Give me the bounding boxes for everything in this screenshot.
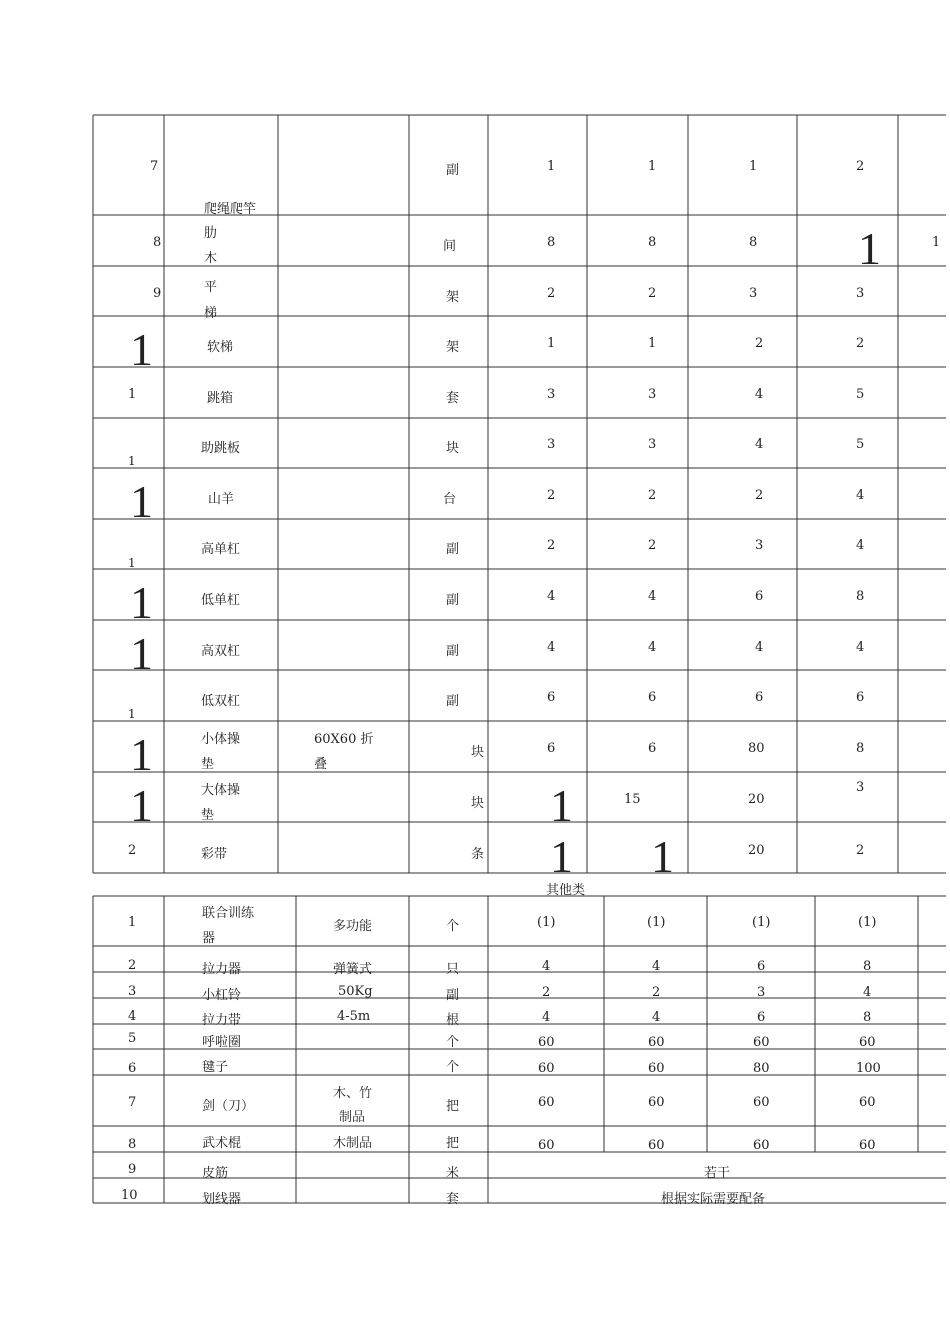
row-number: 8 (153, 235, 162, 250)
unit: 块 (471, 745, 485, 760)
unit: 副 (446, 644, 460, 659)
spec: 木制品 (333, 1136, 373, 1151)
item-name-line2: 木 (204, 251, 218, 266)
quantity-1: 4 (542, 1010, 551, 1025)
quantity-4: 60 (859, 1138, 876, 1153)
row-number: 2 (128, 958, 137, 973)
quantity-2: 60 (648, 1138, 665, 1153)
spec: 多功能 (333, 919, 373, 934)
quantity-4: 3 (856, 780, 865, 795)
quantity-1: 1 (550, 831, 573, 882)
item-name: 毽子 (202, 1060, 229, 1075)
quantity-3: (1) (752, 915, 771, 930)
quantity-3: 4 (755, 387, 764, 402)
quantity-4: 8 (863, 1010, 872, 1025)
quantity-2: 6 (648, 741, 657, 756)
quantity-3: 60 (753, 1035, 770, 1050)
quantity-4: (1) (858, 915, 877, 930)
row-number: 4 (128, 1009, 137, 1024)
quantity-1: 3 (547, 387, 556, 402)
quantity-3: 20 (748, 843, 765, 858)
unit: 块 (471, 796, 485, 811)
merged-quantity: 根据实际需要配备 (661, 1192, 766, 1207)
quantity-4: 6 (856, 690, 865, 705)
row-number: 1 (128, 556, 136, 570)
row-number: 1 (130, 628, 153, 679)
quantity-4: 100 (856, 1061, 881, 1076)
quantity-3: 80 (748, 741, 765, 756)
quantity-3: 6 (757, 1010, 766, 1025)
quantity-4: 3 (856, 286, 865, 301)
row-number: 1 (128, 454, 136, 468)
quantity-3: 1 (749, 159, 758, 174)
row-number: 8 (128, 1137, 137, 1152)
row-number: 1 (128, 387, 137, 402)
item-name-line1: 肋 (204, 226, 218, 241)
unit: 间 (443, 239, 457, 254)
item-name: 高单杠 (201, 542, 241, 557)
unit: 副 (446, 694, 460, 709)
quantity-1: 1 (550, 780, 573, 831)
row-number: 9 (128, 1162, 137, 1177)
spec-line1: 木、竹 (333, 1086, 373, 1101)
quantity-2: 60 (648, 1061, 665, 1076)
unit: 米 (446, 1166, 460, 1181)
spec-line2: 叠 (314, 757, 328, 772)
item-name: 剑（刀） (202, 1099, 255, 1114)
unit: 台 (443, 492, 457, 507)
quantity-3: 6 (757, 959, 766, 974)
quantity-1: 4 (547, 640, 556, 655)
quantity-2: 4 (652, 1010, 661, 1025)
quantity-4: 60 (859, 1035, 876, 1050)
quantity-3: 4 (755, 640, 764, 655)
unit: 个 (446, 919, 460, 934)
quantity-3: 20 (748, 792, 765, 807)
quantity-3: 3 (755, 538, 764, 553)
quantity-3: 4 (755, 437, 764, 452)
quantity-4: 60 (859, 1095, 876, 1110)
item-name-line1: 联合训练 (202, 906, 255, 921)
quantity-4: 5 (856, 437, 865, 452)
quantity-2: 6 (648, 690, 657, 705)
row-number: 1 (130, 324, 153, 375)
quantity-4: 8 (856, 589, 865, 604)
unit: 副 (446, 542, 460, 557)
quantity-3: 8 (749, 235, 758, 250)
quantity-1: 6 (547, 741, 556, 756)
row-number: 1 (130, 780, 153, 831)
quantity-4: 4 (856, 640, 865, 655)
quantity-1: 60 (538, 1061, 555, 1076)
quantity-3: 6 (755, 589, 764, 604)
quantity-4: 4 (856, 488, 865, 503)
item-name: 低双杠 (201, 694, 241, 709)
quantity-1: 1 (547, 336, 556, 351)
spec: 50Kg (338, 984, 373, 999)
quantity-2: 3 (648, 387, 657, 402)
row-number: 9 (153, 286, 162, 301)
quantity-1: 2 (542, 985, 551, 1000)
item-name: 拉力带 (202, 1013, 242, 1028)
quantity-2: 1 (651, 831, 674, 882)
unit: 副 (446, 163, 460, 178)
quantity-2: 60 (648, 1095, 665, 1110)
quantity-2: 2 (648, 286, 657, 301)
row-number: 1 (128, 915, 137, 930)
quantity-1: 60 (538, 1138, 555, 1153)
quantity-5: 1 (932, 235, 941, 250)
item-name: 小杠铃 (202, 988, 242, 1003)
item-name: 山羊 (208, 492, 235, 507)
quantity-4: 4 (863, 985, 872, 1000)
quantity-4: 4 (856, 538, 865, 553)
quantity-1: (1) (537, 915, 556, 930)
quantity-3: 60 (753, 1095, 770, 1110)
item-name-line2: 器 (202, 931, 216, 946)
row-number: 1 (130, 729, 153, 780)
quantity-2: 8 (648, 235, 657, 250)
unit: 副 (446, 988, 460, 1003)
unit: 把 (446, 1136, 460, 1151)
quantity-4: 1 (858, 223, 881, 274)
row-number: 7 (150, 159, 159, 174)
quantity-2: 4 (648, 640, 657, 655)
quantity-4: 2 (856, 159, 865, 174)
item-name: 软梯 (207, 340, 234, 355)
unit: 套 (446, 391, 460, 406)
quantity-2: 1 (648, 159, 657, 174)
item-name: 彩带 (201, 847, 228, 862)
spec: 弹簧式 (333, 962, 373, 977)
item-name-line2: 垫 (201, 757, 215, 772)
item-name: 皮筋 (202, 1166, 229, 1181)
item-name: 武术棍 (202, 1136, 242, 1151)
quantity-3: 3 (757, 985, 766, 1000)
quantity-2: 4 (648, 589, 657, 604)
item-name: 呼啦圈 (202, 1035, 242, 1050)
quantity-1: 2 (547, 488, 556, 503)
quantity-1: 1 (547, 159, 556, 174)
quantity-1: 2 (547, 286, 556, 301)
row-number: 5 (128, 1031, 137, 1046)
quantity-2: 15 (624, 792, 641, 807)
item-name-line1: 平 (204, 280, 218, 295)
quantity-3: 2 (755, 336, 764, 351)
item-name-line2: 梯 (204, 306, 218, 321)
quantity-3: 2 (755, 488, 764, 503)
spec: 4-5m (337, 1009, 371, 1024)
quantity-3: 60 (753, 1138, 770, 1153)
unit: 个 (446, 1060, 460, 1075)
quantity-2: 60 (648, 1035, 665, 1050)
quantity-1: 60 (538, 1035, 555, 1050)
item-name: 拉力器 (202, 962, 242, 977)
quantity-4: 2 (856, 843, 865, 858)
unit: 根 (446, 1013, 460, 1028)
quantity-1: 3 (547, 437, 556, 452)
unit: 条 (471, 847, 485, 862)
quantity-1: 2 (547, 538, 556, 553)
item-name: 跳箱 (207, 391, 234, 406)
quantity-3: 80 (753, 1061, 770, 1076)
unit: 只 (446, 962, 460, 977)
merged-quantity: 若干 (704, 1166, 731, 1181)
row-number: 7 (128, 1095, 137, 1110)
quantity-4: 5 (856, 387, 865, 402)
unit: 架 (446, 340, 460, 355)
unit: 把 (446, 1099, 460, 1114)
quantity-1: 8 (547, 235, 556, 250)
quantity-2: 2 (652, 985, 661, 1000)
section-title: 其他类 (546, 883, 586, 898)
row-number: 1 (128, 707, 136, 721)
quantity-2: (1) (647, 915, 666, 930)
item-name: 高双杠 (201, 644, 241, 659)
quantity-2: 4 (652, 959, 661, 974)
quantity-2: 2 (648, 538, 657, 553)
item-name: 助跳板 (201, 441, 241, 456)
quantity-1: 60 (538, 1095, 555, 1110)
row-number: 10 (121, 1188, 138, 1203)
quantity-2: 1 (648, 336, 657, 351)
row-number: 1 (130, 476, 153, 527)
quantity-1: 4 (542, 959, 551, 974)
unit: 架 (446, 290, 460, 305)
quantity-4: 8 (863, 959, 872, 974)
item-name: 爬绳爬竿 (204, 202, 257, 217)
unit: 个 (446, 1035, 460, 1050)
row-number: 6 (128, 1061, 137, 1076)
item-name-line1: 大体操 (201, 783, 241, 798)
row-number: 3 (128, 984, 137, 999)
quantity-3: 6 (755, 690, 764, 705)
unit: 套 (446, 1192, 460, 1207)
spec-line2: 制品 (339, 1110, 366, 1125)
row-number: 1 (130, 577, 153, 628)
spec-line1: 60X60 折 (314, 732, 374, 747)
quantity-4: 2 (856, 336, 865, 351)
item-name: 低单杠 (201, 593, 241, 608)
quantity-2: 3 (648, 437, 657, 452)
quantity-1: 6 (547, 690, 556, 705)
row-number: 2 (128, 843, 137, 858)
unit: 副 (446, 593, 460, 608)
quantity-2: 2 (648, 488, 657, 503)
quantity-1: 4 (547, 589, 556, 604)
quantity-3: 3 (749, 286, 758, 301)
item-name-line2: 垫 (201, 808, 215, 823)
quantity-4: 8 (856, 741, 865, 756)
item-name-line1: 小体操 (201, 732, 241, 747)
unit: 块 (446, 441, 460, 456)
item-name: 划线器 (202, 1192, 242, 1207)
